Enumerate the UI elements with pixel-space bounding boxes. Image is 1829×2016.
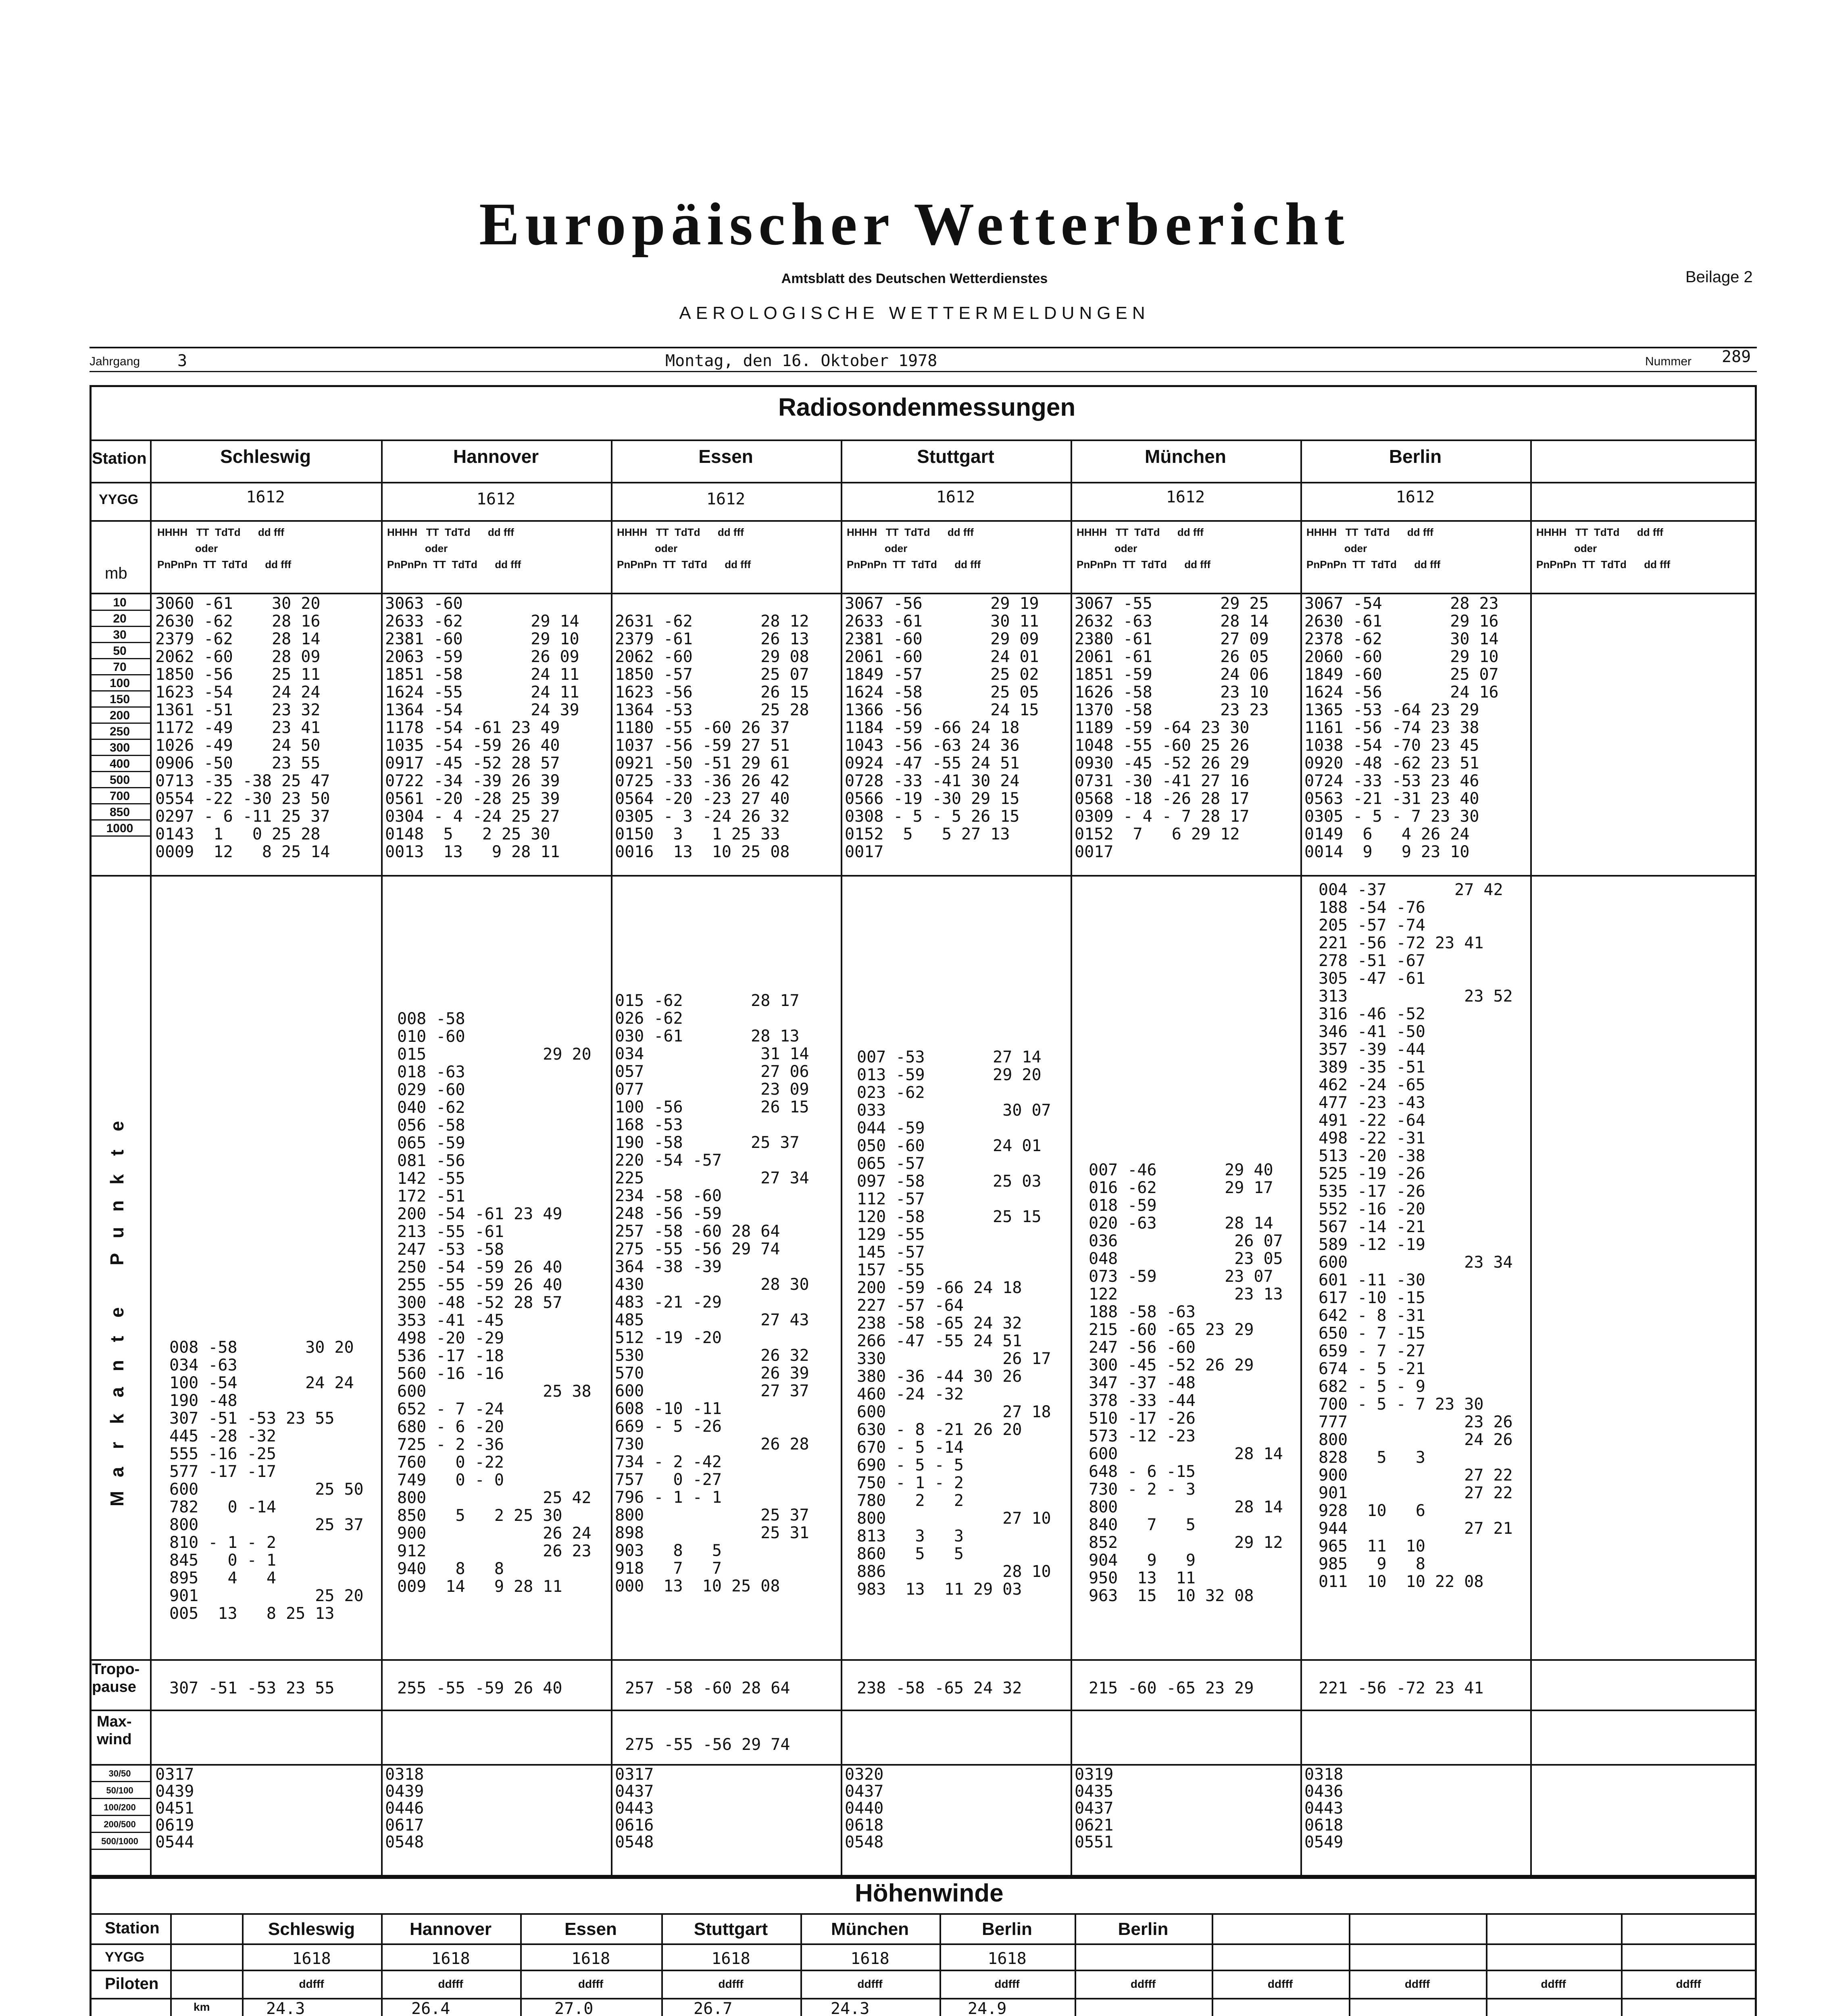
number-label: Nummer <box>1645 355 1692 368</box>
thickness-label: 100/200 <box>90 1799 150 1816</box>
rule <box>1530 439 1532 1877</box>
level-label: 50 <box>90 643 150 659</box>
ddfff-header: ddfff <box>1267 1978 1293 1990</box>
summit-km: 26.4 <box>411 1999 450 2016</box>
level-label: 850 <box>90 804 150 821</box>
marked-label-letter: t <box>106 1336 127 1342</box>
rule <box>150 439 152 1877</box>
column-header: HHHH TT TdTd dd fff oder PnPnPn TT TdTd dd fff <box>1077 526 1211 571</box>
rule <box>1300 439 1302 1877</box>
rule <box>90 1659 1757 1661</box>
tropopause-value: 215 -60 -65 23 29 <box>1089 1679 1254 1697</box>
column-header: HHHH TT TdTd dd fff oder PnPnPn TT TdTd dd fff <box>847 526 981 571</box>
station-name: München <box>1145 446 1226 467</box>
marked-label-letter: k <box>106 1174 127 1185</box>
summit-km: 24.9 <box>968 1999 1007 2016</box>
marked-label-letter: r <box>106 1442 127 1449</box>
thickness-label: 50/100 <box>90 1782 150 1799</box>
ddfff-header: ddfff <box>1541 1978 1566 1990</box>
rule <box>1486 1913 1487 2016</box>
rule <box>841 439 842 1877</box>
issue-number: 289 <box>1722 348 1751 366</box>
rule <box>611 439 612 1877</box>
subtitle: Amtsblatt des Deutschen Wetterdienstes <box>781 271 1048 286</box>
rule <box>1071 439 1072 1877</box>
marked-label-letter: M <box>106 1491 127 1507</box>
winds-station-name: Schleswig <box>268 1919 355 1939</box>
level-label: 70 <box>90 659 150 675</box>
ddfff-header: ddfff <box>438 1978 463 1990</box>
maxwind-value: 275 -55 -56 29 74 <box>625 1735 790 1754</box>
rule <box>90 1943 1757 1945</box>
thickness-labels <box>90 1765 150 1850</box>
column-header: HHHH TT TdTd dd fff oder PnPnPn TT TdTd dd fff <box>157 526 292 571</box>
level-labels <box>90 595 150 837</box>
rule <box>90 1913 1757 1915</box>
significant-points: 008 -58 010 -60 015 29 20 018 -63 029 -60 040 -62 056 -58 065 -59 081 -56 142 -55 172 -51 200 -54 -61 23 49 213 -55 -61 247 -53 -58 250 -54 -59 26 40 255 -55 -59 26 40 300 -48 -52 28 57 353 -41 -45 498 -20 -29 536 -17 -18 560 -16 -16 600 25 38 652 - 7 -24 680 - 6 -20 725 - 2 -36 760 0 -22 749 0 - 0 800 25 42 850 5 2 25 30 900 26 24 912 26 23 940 8 8 009 14 9 28 11 <box>397 1010 592 1596</box>
winds-station-name: Hannover <box>410 1919 492 1939</box>
rule <box>1349 1913 1350 2016</box>
mb-label: mb <box>105 564 127 582</box>
station-name: Berlin <box>1389 446 1442 467</box>
level-label: 250 <box>90 724 150 740</box>
yygg-label: YYGG <box>99 492 139 507</box>
marked-label-letter: a <box>106 1387 127 1397</box>
marked-label-letter: n <box>106 1360 127 1372</box>
significant-points: 007 -53 27 14 013 -59 29 20 023 -62 033 30 07 044 -59 050 -60 24 01 065 -57 097 -58 25 03 112 -57 120 -58 25 15 129 -55 145 -57 157 -55 200 -59 -66 24 18 227 -57 -64 238 -58 -65 24 32 266 -47 -55 24 51 330 26 17 380 -36 -44 30 26 460 -24 -32 600 27 18 630 - 8 -21 26 20 670 - 5 -14 690 - 5 - 5 750 - 1 - 2 780 2 2 800 27 10 813 3 3 860 5 5 886 28 10 983 13 11 29 03 <box>857 1048 1051 1599</box>
level-label: 1000 <box>90 821 150 837</box>
ddfff-header: ddfff <box>1676 1978 1701 1990</box>
rule <box>381 439 383 1877</box>
thickness-values: 0317 0437 0443 0616 0548 <box>615 1765 654 1851</box>
rule <box>90 439 1757 441</box>
ddfff-header: ddfff <box>994 1978 1020 1990</box>
marked-label-letter: a <box>106 1467 127 1477</box>
yygg-value: 1612 <box>1166 488 1205 506</box>
winds-yygg: 1618 <box>850 1949 890 1968</box>
thickness-values: 0319 0435 0437 0621 0551 <box>1075 1765 1114 1851</box>
supplement-label: Beilage 2 <box>1685 268 1753 286</box>
ddfff-header: ddfff <box>857 1978 883 1990</box>
tropopause-value: 307 -51 -53 23 55 <box>169 1679 335 1697</box>
upper-winds-heading: Höhenwinde <box>855 1879 1004 1907</box>
thickness-values: 0320 0437 0440 0618 0548 <box>845 1765 884 1851</box>
marked-label-letter: P <box>106 1253 127 1266</box>
thickness-label: 200/500 <box>90 1816 150 1833</box>
rule <box>90 1764 1757 1766</box>
thickness-label: 30/50 <box>90 1765 150 1782</box>
tropopause-value: 238 -58 -65 24 32 <box>857 1679 1022 1697</box>
level-label: 300 <box>90 740 150 756</box>
level-label: 100 <box>90 675 150 691</box>
winds-yygg: 1618 <box>431 1949 470 1968</box>
rule <box>90 1998 1757 1999</box>
winds-yygg: 1618 <box>987 1949 1027 1968</box>
winds-yygg-label: YYGG <box>105 1949 145 1965</box>
winds-yygg: 1618 <box>571 1949 610 1968</box>
level-label: 10 <box>90 595 150 611</box>
station-name: Hannover <box>453 446 539 467</box>
level-label: 500 <box>90 772 150 788</box>
ddfff-header: ddfff <box>1130 1978 1156 1990</box>
level-data: 3067 -54 28 23 2630 -61 29 16 2378 -62 30 14 2060 -60 29 10 1849 -60 25 07 1624 -56 24 16 1365 -53 -64 23 29 1161 -56 -74 23 38 1038 -54 -70 23 45 0920 -48 -62 23 51 0724 -33 -53 23 46 0563 -21 -31 23 40 0305 - 5 - 7 23 30 0149 6 4 26 24 0014 9 9 23 10 <box>1304 594 1499 861</box>
significant-points: 008 -58 30 20 034 -63 100 -54 24 24 190 -48 307 -51 -53 23 55 445 -28 -32 555 -16 -25 577 -17 -17 600 25 50 782 0 -14 800 25 37 810 - 1 - 2 845 0 - 1 895 4 4 901 25 20 005 13 8 25 13 <box>169 1338 364 1623</box>
rule <box>90 520 1757 522</box>
summit-km-label: km <box>194 2001 210 2013</box>
maxwind-label: Max- wind <box>97 1713 132 1748</box>
radiosonde-heading: Radiosondenmessungen <box>778 394 1076 421</box>
ddfff-header: ddfff <box>1404 1978 1430 1990</box>
level-data: 3067 -55 29 25 2632 -63 28 14 2380 -61 27 09 2061 -61 26 05 1851 -59 24 06 1626 -58 23 10 1370 -58 23 23 1189 -59 -64 23 30 1048 -55 -60 25 26 0930 -45 -52 26 29 0731 -30 -41 27 16 0568 -18 -26 28 17 0309 - 4 - 7 28 17 0152 7 6 29 12 0017 <box>1075 594 1269 861</box>
yygg-value: 1612 <box>1396 488 1435 506</box>
summit-km: 27.0 <box>554 1999 594 2016</box>
header-rule-top <box>90 347 1757 348</box>
column-header: HHHH TT TdTd dd fff oder PnPnPn TT TdTd dd fff <box>1306 526 1441 571</box>
rule <box>170 1913 172 2016</box>
issue-date: Montag, den 16. Oktober 1978 <box>665 352 937 370</box>
level-label: 700 <box>90 788 150 804</box>
station-name: Schleswig <box>220 446 311 467</box>
header-rule-bottom <box>90 371 1757 372</box>
thickness-label: 500/1000 <box>90 1833 150 1850</box>
station-name: Essen <box>698 446 753 467</box>
level-label: 200 <box>90 708 150 724</box>
marked-points-label <box>105 1113 129 1512</box>
column-header: HHHH TT TdTd dd fff oder PnPnPn TT TdTd dd fff <box>1536 526 1671 571</box>
marked-label-letter: n <box>106 1200 127 1212</box>
tropopause-value: 255 -55 -59 26 40 <box>397 1679 562 1697</box>
winds-yygg: 1618 <box>711 1949 750 1968</box>
summit-km: 24.3 <box>831 1999 870 2016</box>
marked-label-letter: t <box>106 1150 127 1156</box>
level-label: 20 <box>90 611 150 627</box>
level-label: 400 <box>90 756 150 772</box>
significant-points: 015 -62 28 17 026 -62 030 -61 28 13 034 31 14 057 27 06 077 23 09 100 -56 26 15 168 -53 190 -58 25 37 220 -54 -57 225 27 34 234 -58 -60 248 -56 -59 257 -58 -60 28 64 275 -55 -56 29 74 364 -38 -39 430 28 30 483 -21 -29 485 27 43 512 -19 -20 530 26 32 570 26 39 600 27 37 608 -10 -11 669 - 5 -26 730 26 28 734 - 2 -42 757 0 -27 796 - 1 - 1 800 25 37 898 25 31 903 8 5 918 7 7 000 13 10 25 08 <box>615 991 809 1595</box>
winds-station-name: München <box>831 1919 909 1939</box>
winds-station-label: Station <box>105 1919 160 1937</box>
level-data: 3060 -61 30 20 2630 -62 28 16 2379 -62 28 14 2062 -60 28 09 1850 -56 25 11 1623 -54 24 24 1361 -51 23 32 1172 -49 23 41 1026 -49 24 50 0906 -50 23 55 0713 -35 -38 25 47 0554 -22 -30 23 50 0297 - 6 -11 25 37 0143 1 0 25 28 0009 12 8 25 14 <box>155 594 330 861</box>
significant-points: 004 -37 27 42 188 -54 -76 205 -57 -74 221 -56 -72 23 41 278 -51 -67 305 -47 -61 313 23 52 316 -46 -52 346 -41 -50 357 -39 -44 389 -35 -51 462 -24 -65 477 -23 -43 491 -22 -64 498 -22 -31 513 -20 -38 525 -19 -26 535 -17 -26 552 -16 -20 567 -14 -21 589 -12 -19 600 23 34 601 -11 -30 617 -10 -15 642 - 8 -31 650 - 7 -15 659 - 7 -27 674 - 5 -21 682 - 5 - 9 700 - 5 - 7 23 30 777 23 26 800 24 26 828 5 3 900 27 22 901 27 22 928 10 6 944 27 21 965 11 10 985 9 8 011 10 10 22 08 <box>1319 881 1513 1591</box>
summit-km: 24.3 <box>266 1999 305 2016</box>
piloten-label: Piloten <box>105 1975 159 1993</box>
winds-yygg: 1618 <box>292 1949 331 1968</box>
tropopause-value: 257 -58 -60 28 64 <box>625 1679 790 1697</box>
marked-label-letter: e <box>106 1307 127 1318</box>
thickness-values: 0317 0439 0451 0619 0544 <box>155 1765 194 1851</box>
winds-station-name: Berlin <box>1118 1919 1169 1939</box>
yygg-value: 1612 <box>706 490 746 508</box>
thickness-values: 0318 0439 0446 0617 0548 <box>385 1765 424 1851</box>
winds-station-name: Stuttgart <box>694 1919 768 1939</box>
rule <box>90 1970 1757 1971</box>
section-title: AEROLOGISCHE WETTERMELDUNGEN <box>679 303 1150 323</box>
yygg-value: 1612 <box>476 490 516 508</box>
marked-label-letter: u <box>106 1227 127 1239</box>
tropopause-value: 221 -56 -72 23 41 <box>1319 1679 1484 1697</box>
level-label: 150 <box>90 691 150 708</box>
yygg-value: 1612 <box>246 488 285 506</box>
marked-label-letter <box>104 1274 130 1298</box>
tropopause-label: Tropo- pause <box>92 1661 140 1695</box>
significant-points: 007 -46 29 40 016 -62 29 17 018 -59 020 -63 28 14 036 26 07 048 23 05 073 -59 23 07 122 23 13 188 -58 -63 215 -60 -65 23 29 247 -56 -60 300 -45 -52 26 29 347 -37 -48 378 -33 -44 510 -17 -26 573 -12 -23 600 28 14 648 - 6 -15 730 - 2 - 3 800 28 14 840 7 5 852 29 12 904 9 9 950 13 11 963 15 10 32 08 <box>1089 1161 1283 1605</box>
rule <box>90 1710 1757 1711</box>
station-label: Station <box>92 450 147 467</box>
ddfff-header: ddfff <box>299 1978 324 1990</box>
rule <box>90 482 1757 483</box>
winds-station-name: Essen <box>565 1919 617 1939</box>
level-data: 3063 -60 2633 -62 29 14 2381 -60 29 10 2063 -59 26 09 1851 -58 24 11 1624 -55 24 11 1364 -54 24 39 1178 -54 -61 23 49 1035 -54 -59 26 40 0917 -45 -52 28 57 0722 -34 -39 26 39 0561 -20 -28 25 39 0304 - 4 -24 25 27 0148 5 2 25 30 0013 13 9 28 11 <box>385 594 579 861</box>
thickness-values: 0318 0436 0443 0618 0549 <box>1304 1765 1344 1851</box>
summit-km: 26.7 <box>694 1999 733 2016</box>
rule <box>90 875 1757 877</box>
yygg-value: 1612 <box>936 488 975 506</box>
rule <box>1212 1913 1213 2016</box>
marked-label-letter: k <box>106 1414 127 1424</box>
winds-station-name: Berlin <box>982 1919 1032 1939</box>
station-name: Stuttgart <box>917 446 994 467</box>
volume-label: Jahrgang <box>90 355 140 368</box>
marked-label-letter: e <box>106 1121 127 1131</box>
newspaper-title: Europäischer Wetterbericht <box>479 191 1350 258</box>
ddfff-header: ddfff <box>578 1978 604 1990</box>
level-data: 2631 -62 28 12 2379 -61 26 13 2062 -60 29 08 1850 -57 25 07 1623 -56 26 15 1364 -53 25 28 1180 -55 -60 26 37 1037 -56 -59 27 51 0921 -50 -51 29 61 0725 -33 -36 26 42 0564 -20 -23 27 40 0305 - 3 -24 26 32 0150 3 1 25 33 0016 13 10 25 08 <box>615 612 809 861</box>
column-header: HHHH TT TdTd dd fff oder PnPnPn TT TdTd dd fff <box>387 526 521 571</box>
ddfff-header: ddfff <box>718 1978 744 1990</box>
volume-number: 3 <box>177 352 187 370</box>
level-label: 30 <box>90 627 150 643</box>
column-header: HHHH TT TdTd dd fff oder PnPnPn TT TdTd dd fff <box>617 526 751 571</box>
level-data: 3067 -56 29 19 2633 -61 30 11 2381 -60 29 09 2061 -60 24 01 1849 -57 25 02 1624 -58 25 05 1366 -56 24 15 1184 -59 -66 24 18 1043 -56 -63 24 36 0924 -47 -55 24 51 0728 -33 -41 30 24 0566 -19 -30 29 15 0308 - 5 - 5 26 15 0152 5 5 27 13 0017 <box>845 594 1039 861</box>
rule <box>1621 1913 1623 2016</box>
